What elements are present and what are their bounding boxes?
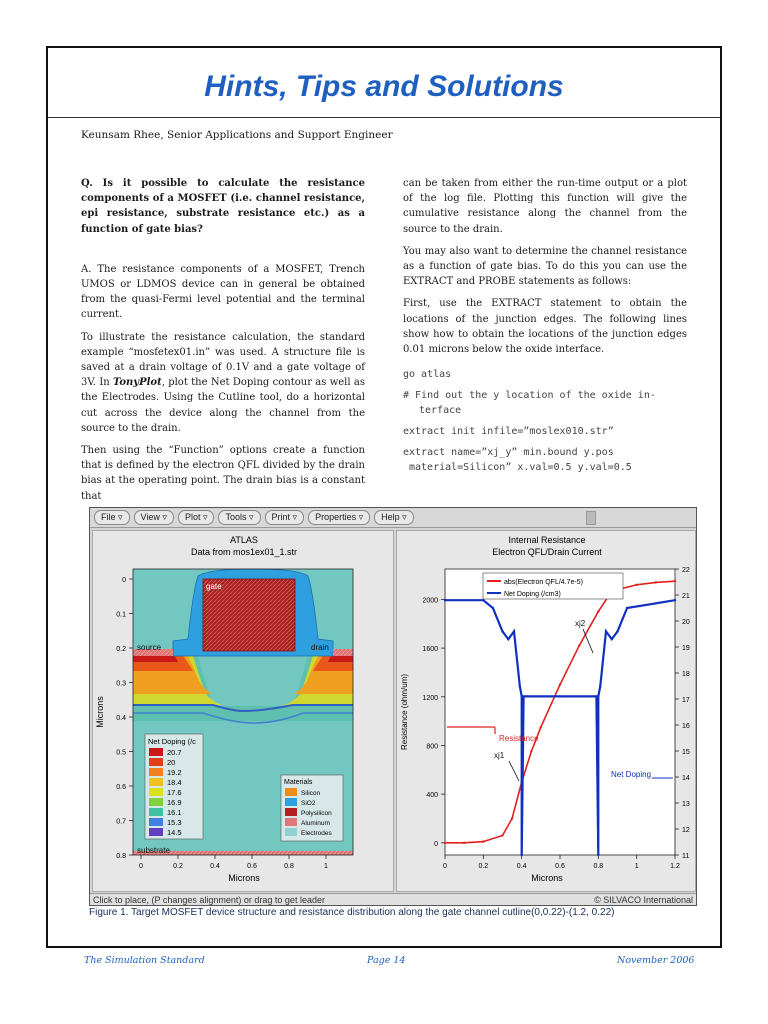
legend-entry-doping: Net Doping (/cm3) (504, 591, 561, 598)
chart-y-tick-label: 400 (426, 792, 438, 800)
chart-x-tick-label: 0 (443, 863, 447, 870)
chart-y2-tick-label: 17 (682, 697, 690, 704)
structure-y-tick-label: 0.7 (116, 818, 126, 826)
structure-x-tick-label: 0 (139, 863, 143, 870)
net-doping-point (513, 630, 515, 632)
material-legend-name: Electrodes (301, 830, 332, 837)
structure-title: ATLAS (230, 535, 258, 545)
gate-label: gate (206, 582, 222, 591)
resistance-point (463, 842, 465, 844)
resistance-point (511, 817, 513, 819)
right-paragraph-2: You may also want to determine the channel resistance as a function of gate bias. To do this you can use the EXTRACT and PROBE statements as follows: (403, 245, 687, 288)
chart-xlabel: Microns (531, 873, 563, 883)
annotation-net-doping: Net Doping (611, 770, 652, 779)
structure-x-tick-label: 0.8 (284, 863, 294, 870)
substrate-label: substrate (137, 846, 170, 855)
page-title: Hints, Tips and Solutions (204, 70, 564, 103)
structure-x-tick-label: 0.2 (173, 863, 183, 870)
material-legend-swatch (285, 798, 297, 806)
annotation-xj1: xj1 (494, 751, 505, 760)
chart-ylabel: Resistance (ohm/um) (400, 673, 409, 751)
net-doping-point (626, 607, 628, 609)
doping-legend-value: 18.4 (167, 778, 182, 787)
chart-y2-tick-label: 14 (682, 775, 690, 782)
menu-file[interactable]: File ▿ (94, 510, 130, 525)
net-doping-point (444, 599, 446, 601)
code-line-2: # Find out the y location of the oxide in- (403, 390, 656, 402)
structure-y-ticks (116, 577, 133, 860)
answer-paragraph-2 (81, 330, 365, 436)
menu-tools[interactable]: Tools ▿ (218, 510, 260, 525)
chart-y2-tick-label: 22 (682, 567, 690, 574)
doping-legend-value: 16.1 (167, 808, 182, 817)
net-doping-point (605, 630, 607, 632)
net-doping-point (522, 695, 524, 697)
chart-plot-area (445, 569, 675, 855)
net-doping-point (597, 854, 599, 856)
resistance-point (530, 750, 532, 752)
resistance-point (674, 580, 676, 582)
menu-plot[interactable]: Plot ▿ (178, 510, 215, 525)
chart-y2-tick-label: 19 (682, 645, 690, 652)
chart-y2-tick-label: 21 (682, 593, 690, 600)
material-legend-name: Silicon (301, 790, 321, 797)
chart-y-tick-label: 800 (426, 743, 438, 751)
structure-ylabel: Microns (95, 696, 105, 728)
net-doping-point (482, 599, 484, 601)
figure-menubar (90, 508, 696, 528)
menu-print[interactable]: Print ▿ (265, 510, 305, 525)
chart-x-tick-label: 0.6 (555, 863, 565, 870)
doping-legend-value: 16.9 (167, 798, 182, 807)
drain-label: drain (311, 643, 329, 652)
chart-subtitle: Electron QFL/Drain Current (492, 547, 602, 557)
materials-legend-title: Materials (284, 779, 313, 786)
doping-legend-swatch (149, 748, 163, 756)
resistance-point (501, 834, 503, 836)
chart-y-tick-label: 1200 (422, 694, 438, 702)
structure-y-tick-label: 0 (122, 577, 126, 584)
net-doping-point (597, 695, 599, 697)
tonyplot-emphasis: TonyPlot (113, 377, 162, 389)
structure-y-tick-label: 0.3 (116, 680, 126, 688)
answer-paragraph-1: A. The resistance components of a MOSFET, Trench UMOS or LDMOS device can in general be obtained from the quasi-Fermi level potential and the terminal current. (81, 263, 365, 321)
doping-legend-value: 20 (167, 758, 176, 767)
status-copyright: © SILVACO International (594, 894, 693, 905)
chart-y-tick-label: 2000 (422, 597, 438, 605)
annotation-xj2: xj2 (575, 619, 586, 628)
doping-legend-value: 20.7 (167, 748, 182, 757)
drain-contact (333, 649, 353, 656)
net-doping-point (674, 599, 676, 601)
chart-title: Internal Resistance (508, 535, 586, 545)
materials-legend (281, 775, 343, 841)
doping-legend-swatch (149, 798, 163, 806)
net-doping-point (599, 685, 601, 687)
resistance-point (597, 610, 599, 612)
status-hint: Click to place, (P changes alignment) or drag to get leader (93, 894, 325, 905)
resistance-point (635, 584, 637, 586)
material-legend-name: Aluminum (301, 820, 330, 827)
menu-properties[interactable]: Properties ▿ (308, 510, 370, 525)
left-column (81, 176, 365, 511)
structure-x-ticks (139, 855, 328, 870)
chart-y-tick-label: 0 (434, 840, 438, 848)
chart-x-ticks (443, 855, 680, 870)
net-doping-point (611, 638, 613, 640)
annotation-resistance: Resistance (499, 734, 539, 743)
menu-help[interactable]: Help ▿ (374, 510, 414, 525)
structure-xlabel: Microns (228, 873, 260, 883)
chart-y2-tick-label: 12 (682, 827, 690, 834)
figure-caption: Figure 1. Target MOSFET device structure and resistance distribution along the gate channel cutline(0,0.22)-(1.2, 0.22) (89, 907, 615, 918)
footer-publication: The Simulation Standard (84, 955, 205, 966)
doping-legend-swatch (149, 788, 163, 796)
structure-x-tick-label: 0.4 (210, 863, 220, 870)
chart-x-tick-label: 0.4 (516, 863, 527, 870)
code-line-4: extract init infile=”moslex010.str” (403, 426, 614, 438)
author-line: Keunsam Rhee, Senior Applications and Support Engineer (81, 129, 393, 141)
doping-legend-value: 19.2 (167, 768, 182, 777)
chart-x-tick-label: 0.2 (478, 863, 489, 870)
net-doping-point (520, 854, 522, 856)
chart-legend (483, 573, 623, 599)
code-line-5: extract name=”xj_y” min.bound y.pos (403, 447, 614, 459)
answer-paragraph-2-part-a: To illustrate the resistance calculation, the standard example “mosfetex01.in” was used. A structure file is saved at a drain voltage of 0.1V and a gate voltage of 3V. In (81, 331, 365, 389)
menu-scroll-box (586, 511, 596, 525)
figure-statusbar (90, 893, 696, 905)
net-doping-point (616, 630, 618, 632)
doping-legend-swatch (149, 818, 163, 826)
doping-legend-swatch (149, 758, 163, 766)
right-paragraph-1: can be taken from either the run-time output or a plot of the log file. Plotting this function will give the cumulative resistance along the channel from the source to the drain. (403, 178, 687, 235)
structure-y-tick-label: 0.8 (116, 853, 126, 860)
chart-y2-tick-label: 13 (682, 801, 690, 808)
chart-y2-tick-label: 11 (682, 853, 690, 860)
resistance-point (578, 644, 580, 646)
chart-y2-tick-label: 20 (682, 619, 690, 626)
structure-y-tick-label: 0.6 (116, 784, 126, 791)
structure-x-tick-label: 1 (324, 863, 328, 870)
resistance-point (540, 726, 542, 728)
material-legend-name: Polysilicon (301, 810, 332, 817)
answer-paragraph-3: Then using the “Function” options create a function that is defined by the electron QFL divided by the drain bias at the operating point. The drain bias is a constant that (81, 445, 365, 502)
resistance-panel (396, 530, 696, 892)
chart-y-ticks (422, 597, 445, 847)
chart-x-tick-label: 1 (634, 863, 639, 870)
net-doping-point (492, 607, 494, 609)
question-text: Q. Is it possible to calculate the resistance components of a MOSFET (i.e. channel resistance, epi resistance, substrate resistance etc.) as a function of gate bias? (81, 178, 365, 235)
doping-legend-swatch (149, 778, 163, 786)
structure-plot (93, 531, 395, 893)
doping-legend-swatch (149, 808, 163, 816)
material-legend-name: SiO2 (301, 800, 316, 807)
code-line-3: terface (419, 405, 462, 417)
doping-legend-value: 17.6 (167, 788, 182, 797)
tonyplot-figure (89, 507, 697, 906)
source-label: source (137, 643, 162, 652)
code-line-1: go atlas (403, 369, 452, 381)
material-legend-swatch (285, 818, 297, 826)
footer-date: November 2006 (617, 955, 695, 966)
answer-paragraph-2-part-b: , plot the Net Doping contour as well as the Electrodes. Using the Cutline tool, do a horizontal cut across the device along the channel from the source to the drain. (81, 377, 365, 434)
structure-x-tick-label: 0.6 (247, 863, 257, 870)
chart-y2-tick-label: 18 (682, 671, 690, 678)
chart-y2-tick-label: 16 (682, 723, 690, 730)
structure-panel (92, 530, 394, 892)
chart-x-tick-label: 0.8 (593, 863, 604, 870)
resistance-point (655, 581, 657, 583)
doping-legend-swatch (149, 828, 163, 836)
chart-y-tick-label: 1600 (422, 646, 438, 654)
net-doping-point (507, 638, 509, 640)
material-legend-swatch (285, 828, 297, 836)
menu-view[interactable]: View ▿ (134, 510, 174, 525)
net-doping-point (519, 685, 521, 687)
doping-legend-title: Net Doping (/c (148, 737, 196, 746)
doping-legend-value: 14.5 (167, 828, 182, 837)
footer-page-number: Page 14 (367, 955, 406, 966)
doping-legend-swatch (149, 768, 163, 776)
chart-x-tick-label: 1.2 (670, 863, 680, 870)
structure-subtitle: Data from mos1ex01_1.str (190, 547, 298, 557)
doping-legend-value: 15.3 (167, 818, 182, 827)
material-legend-swatch (285, 788, 297, 796)
title-divider (48, 117, 720, 118)
doping-legend (145, 734, 203, 839)
material-legend-swatch (285, 808, 297, 816)
net-doping-point (501, 630, 503, 632)
right-column (403, 176, 687, 481)
resistance-point (444, 842, 446, 844)
chart-y2-tick-label: 15 (682, 749, 690, 756)
right-paragraph-3: First, use the EXTRACT statement to obtain the locations of the junction edges. The following lines show how to obtain the locations of the junction edges 0.01 microns below the oxide interface. (403, 298, 687, 356)
net-doping-point (559, 695, 561, 697)
resistance-chart (397, 531, 697, 893)
chart-y2-ticks (675, 567, 690, 860)
code-line-6: material=Silicon” x.val=0.5 y.val=0.5 (409, 462, 632, 474)
structure-y-tick-label: 0.4 (116, 715, 126, 722)
resistance-point (482, 840, 484, 842)
structure-y-tick-label: 0.2 (116, 646, 126, 653)
resistance-point (559, 683, 561, 685)
structure-y-tick-label: 0.1 (116, 611, 126, 619)
structure-y-tick-label: 0.5 (116, 749, 126, 757)
legend-entry-resistance: abs(Electron QFL/4.7e-5) (504, 579, 583, 586)
